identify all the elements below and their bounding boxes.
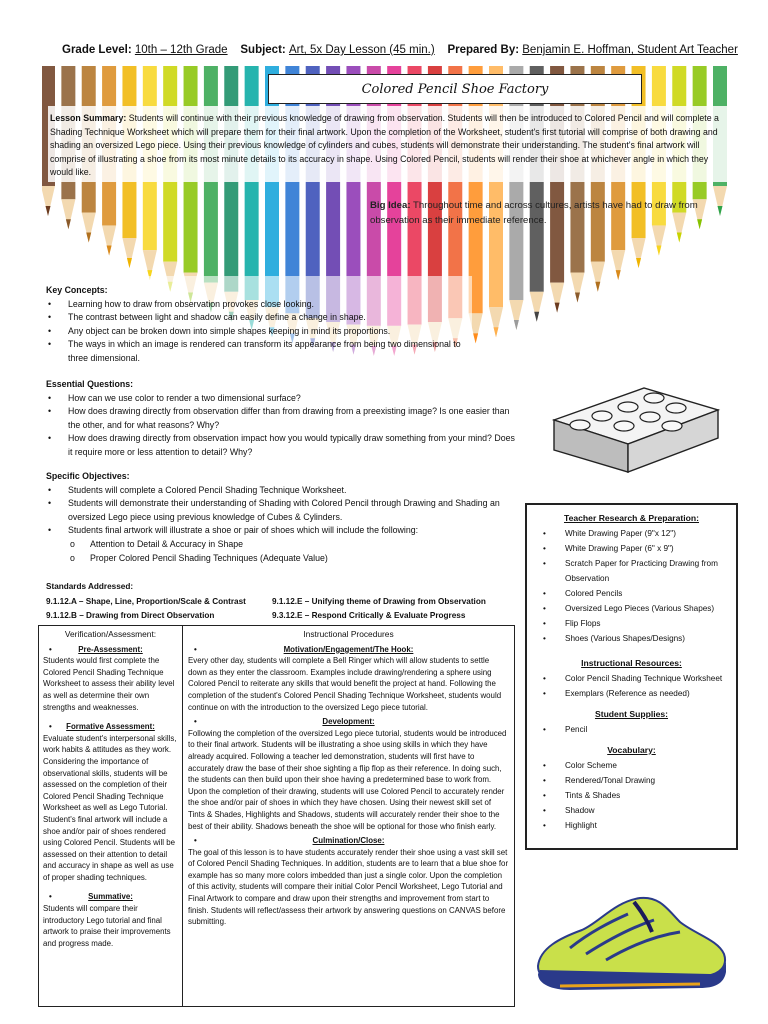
standard-item: 9.1.12.A – Shape, Line, Proportion/Scale & Contrast bbox=[46, 596, 246, 606]
lesson-title-text: Colored Pencil Shoe Factory bbox=[361, 81, 549, 97]
assessment-procedures-table bbox=[38, 625, 515, 1007]
grade-label: Grade Level: bbox=[62, 44, 132, 56]
key-concept-item: • Learning how to draw from observation provokes close looking. bbox=[68, 298, 476, 312]
hook-heading: • Motivation/Engagement/The Hook: bbox=[188, 644, 509, 656]
pre-assessment-text: Students would first complete the Colored Pencil Shading Technique Worksheet to assess their ability level as well as determine their own strengths and weaknesses. bbox=[43, 656, 175, 712]
supply-item: • Pencil bbox=[565, 722, 730, 737]
subject-label: Subject: bbox=[240, 44, 286, 56]
verification-heading: Verification/Assessment: bbox=[64, 629, 157, 639]
culmination-text: The goal of this lesson is to have students accurately render their shoe using a vast skill set of Colored Pencil Shading Techniques. In addition, students are to learn that a blue shoe for example has so many more colors imbedded than just a single color. Upon the completion of this activity, students will compare their initial Color Pencil Worksheet, Lego Tutorial and Final Artwork to compare and draw upon their strengths and improvement from start to finish. Students will reflect/assess their artwork by answering questions on CANVAS before submitting. bbox=[188, 847, 509, 927]
standards-addressed bbox=[46, 580, 516, 624]
vocabulary-heading: Vocabulary: bbox=[607, 745, 656, 755]
resources-heading: Instructional Resources: bbox=[581, 658, 682, 668]
research-item: • White Drawing Paper (6" x 9") bbox=[565, 541, 730, 556]
essential-questions-heading: Essential Questions: bbox=[46, 379, 134, 389]
prepared-value: Benjamin E. Hoffman, Student Art Teacher bbox=[522, 44, 738, 56]
essential-question-item: • How can we use color to render a two dimensional surface? bbox=[68, 392, 516, 406]
objective-item: • Students will complete a Colored Pencil Shading Technique Worksheet. bbox=[68, 484, 516, 498]
lesson-title bbox=[268, 74, 642, 104]
specific-objectives bbox=[46, 470, 516, 565]
procedures-column bbox=[183, 626, 514, 1006]
prepared-label: Prepared By: bbox=[447, 44, 520, 56]
vocab-item: • Shadow bbox=[565, 803, 730, 818]
research-item: • White Drawing Paper (9"x 12") bbox=[565, 526, 730, 541]
big-idea bbox=[370, 198, 712, 228]
key-concept-item: • The contrast between light and shadow can easily define a change in shape. bbox=[68, 311, 476, 325]
standard-item: 9.1.12.B – Drawing from Direct Observation bbox=[46, 611, 215, 620]
resource-item: • Color Pencil Shading Technique Worksheet bbox=[565, 671, 730, 686]
key-concepts-heading: Key Concepts: bbox=[46, 285, 108, 295]
key-concept-item: • Any object can be broken down into simple shapes keeping in mind its proportions. bbox=[68, 325, 476, 339]
hook-text: Every other day, students will complete a Bell Ringer which will allow students to settle down as they enter the classroom. Examples include drawing/rendering a sphere using Colored Pencil to reiterate any skills that would benefit the project at hand. Following the completion of the student's Colored Pencil Shading Technique Worksheet, students would continue on with the introduction to the oversized Lego piece tutorial. bbox=[188, 656, 502, 712]
objective-item: • Students will demonstrate their understanding of Shading with Colored Pencil through Drawing and Shading an oversized Lego piece using previous knowledge of Cubes & Cylinders. bbox=[68, 497, 516, 524]
research-item: • Flip Flops bbox=[565, 616, 730, 631]
research-heading: Teacher Research & Preparation: bbox=[563, 513, 699, 523]
vocab-item: • Rendered/Tonal Drawing bbox=[565, 773, 730, 788]
formative-assessment-heading: • Formative Assessment: bbox=[43, 721, 178, 733]
key-concepts bbox=[46, 284, 476, 366]
objective-item: • Students final artwork will illustrate a shoe or pair of shoes which will include the following: bbox=[68, 524, 516, 538]
grade-value: 10th – 12th Grade bbox=[134, 44, 228, 56]
development-heading: • Development: bbox=[188, 716, 509, 728]
objective-sub-item: o Proper Colored Pencil Shading Techniques (Adequate Value) bbox=[68, 552, 516, 566]
supplies-heading: Student Supplies: bbox=[594, 709, 669, 719]
essential-questions bbox=[46, 378, 516, 460]
vocab-item: • Color Scheme bbox=[565, 758, 730, 773]
standard-item: 9.3.12.E – Respond Critically & Evaluate Progress bbox=[272, 611, 466, 620]
lego-brick-image bbox=[548, 370, 724, 474]
research-item: • Oversized Lego Pieces (Various Shapes) bbox=[565, 601, 730, 616]
big-idea-label: Big Idea: bbox=[370, 200, 411, 211]
essential-question-item: • How does drawing directly from observation impact how you would typically draw something from your mind? Does it require more or less attention to detail? Why? bbox=[68, 432, 516, 459]
teacher-research-panel bbox=[525, 503, 738, 850]
research-item: • Colored Pencils bbox=[565, 586, 730, 601]
resource-item: • Exemplars (Reference as needed) bbox=[565, 686, 730, 701]
summary-label: Lesson Summary: bbox=[50, 113, 127, 123]
standard-item: 9.1.12.E – Unifying theme of Drawing from Observation bbox=[272, 596, 486, 606]
lesson-summary bbox=[50, 112, 725, 180]
verification-column bbox=[39, 626, 183, 1006]
pre-assessment-heading: • Pre-Assessment: bbox=[43, 644, 178, 656]
objectives-heading: Specific Objectives: bbox=[46, 471, 130, 481]
essential-question-item: • How does drawing directly from observation differ than from drawing from a preexisting image? Is one easier than the other, and for what reasons? Why? bbox=[68, 405, 516, 432]
subject-value: Art, 5x Day Lesson (45 min.) bbox=[288, 44, 435, 56]
summative-text: Students will compare their introductory Lego tutorial and final artwork to praise their improvements and progress made. bbox=[43, 904, 171, 948]
culmination-heading: • Culmination/Close: bbox=[188, 835, 509, 847]
procedures-heading: Instructional Procedures bbox=[303, 629, 394, 639]
key-concept-item: • The ways in which an image is rendered can transform its appearance from being two dimensional to three dimensional. bbox=[68, 338, 476, 365]
development-text: Following the completion of the oversized Lego piece tutorial, students would be introduced to their final artwork. Students will be illustrating a shoe using skills in which they have already acquired. Following a teacher led demonstration, students will first have to accurately draw the base of their shoe sighting a flip flop as their reference. In doing such, the students can then build upon their shoe having a predetermined base to work from. Upon the completion of their drawing, students will use Colored Pencil to accurately render the shoe and/or pair of shoes in which they have chosen. Using their newest skill set of Tints & Shades, Highlights and Shadows, students will accurately render their shoe to the best of their ability. Shadows beneath the shoe will be optional for those who finish early. bbox=[188, 728, 507, 831]
summative-heading: • Summative: bbox=[43, 891, 178, 903]
vocab-item: • Tints & Shades bbox=[565, 788, 730, 803]
objective-sub-item: o Attention to Detail & Accuracy in Shape bbox=[68, 538, 516, 552]
formative-assessment-text: Evaluate student's interpersonal skills, work habits & attitudes as they work. Considering the importance of observational skills, students will be assessed on the completion of their Colored Pencil Shading Technique Worksheet as well as Lego Tutorial. Student's final artwork will include a shoe and/or pair of shoes rendered using Colored Pencil. Students will be assessed on their attention to detail and accuracy in shape as well as use of proper shading techniques. bbox=[43, 733, 177, 882]
big-idea-text: Throughout time and across cultures, artists have had to draw from observation as their immediate reference. bbox=[370, 200, 698, 226]
vocab-item: • Highlight bbox=[565, 818, 730, 833]
summary-text: Students will continue with their previous knowledge of drawing from observation. Students will then be introduced to Colored Pencil and will complete a Shading Technique Worksheet which will prepare them for their final artwork. Upon the completion of the Worksheet, student's first tutorial will comprise of both drawing and shading an oversized Lego piece. Using their previous knowledge of cylinders and cubes, students will demonstrate their understanding. The student's final artwork will comprise of illustrating a shoe from its most minute details to its accuracy in shape. Using Colored Pencil, students will render their shoe at whichever angle in which they would like. bbox=[50, 113, 719, 178]
lesson-header bbox=[62, 44, 752, 56]
research-item: • Scratch Paper for Practicing Drawing from Observation bbox=[565, 556, 730, 586]
research-item: • Shoes (Various Shapes/Designs) bbox=[565, 631, 730, 646]
running-shoe-image bbox=[530, 888, 730, 994]
standards-heading: Standards Addressed: bbox=[46, 582, 134, 591]
